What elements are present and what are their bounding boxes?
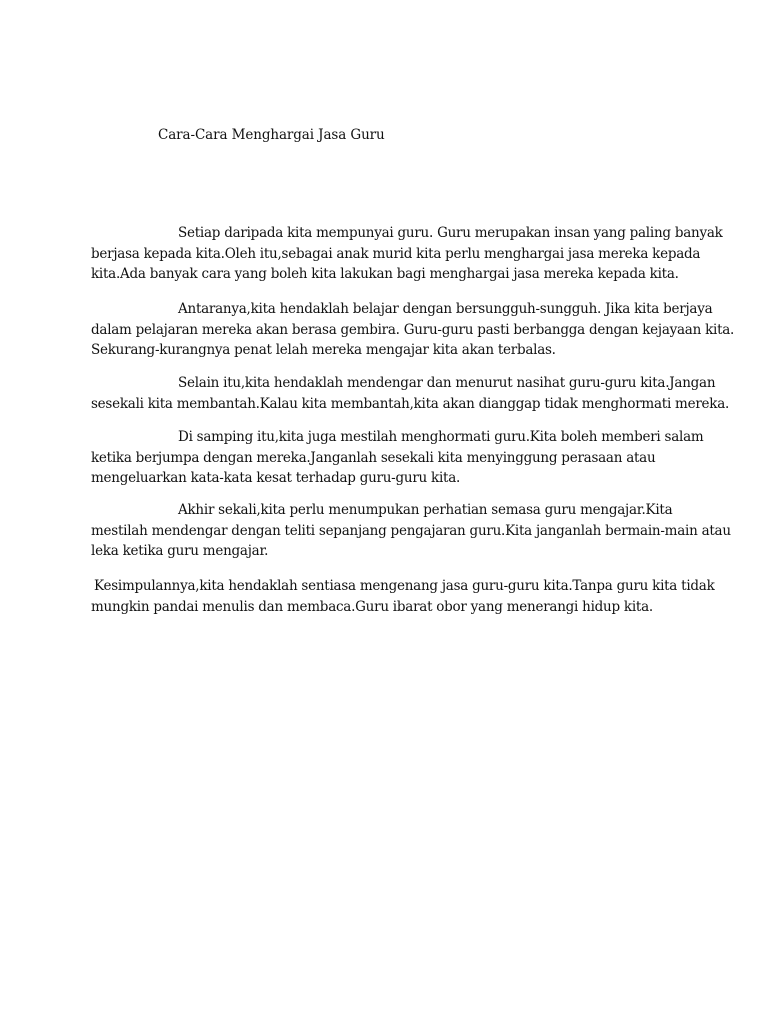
paragraph-line: ketika berjumpa dengan mereka.Janganlah sesekali kita menyinggung perasaan atau bbox=[91, 449, 656, 466]
paragraph-line: kita.Ada banyak cara yang boleh kita lakukan bagi menghargai jasa mereka kepada kita. bbox=[91, 266, 679, 282]
paragraph-line: Setiap daripada kita mempunyai guru. Guru merupakan insan yang paling banyak bbox=[178, 225, 723, 241]
paragraph-line: leka ketika guru mengajar. bbox=[91, 543, 269, 559]
paragraph-line: sesekali kita membantah.Kalau kita membantah,kita akan dianggap tidak menghormati mereka. bbox=[91, 395, 730, 412]
paragraph-line: berjasa kepada kita.Oleh itu,sebagai anak murid kita perlu menghargai jasa mereka kepada bbox=[91, 245, 701, 262]
paragraph-line: Kesimpulannya,kita hendaklah sentiasa mengenang jasa guru-guru kita.Tanpa guru kita tidak bbox=[94, 578, 715, 594]
paragraph-1 bbox=[91, 223, 723, 285]
paragraph-2 bbox=[91, 299, 735, 361]
paragraph-line: mestilah mendengar dengan teliti sepanjang pengajaran guru.Kita janganlah bermain-main atau bbox=[91, 522, 731, 539]
paragraph-line: Selain itu,kita hendaklah mendengar dan menurut nasihat guru-guru kita.Jangan bbox=[178, 375, 716, 391]
paragraph-line: mengeluarkan kata-kata kesat terhadap guru-guru kita. bbox=[91, 470, 461, 486]
paragraph-line: Di samping itu,kita juga mestilah menghormati guru.Kita boleh memberi salam bbox=[178, 429, 704, 445]
paragraph-4 bbox=[91, 427, 704, 489]
paragraph-line: dalam pelajaran mereka akan berasa gembira. Guru-guru pasti berbangga dengan kejayaan kita. bbox=[91, 321, 735, 338]
paragraph-5 bbox=[91, 500, 731, 562]
paragraph-line: Sekurang-kurangnya penat lelah mereka mengajar kita akan terbalas. bbox=[91, 342, 556, 358]
paragraph-6 bbox=[91, 576, 715, 617]
document-title: Cara-Cara Menghargai Jasa Guru bbox=[158, 127, 385, 143]
paragraph-line: mungkin pandai menulis dan membaca.Guru ibarat obor yang menerangi hidup kita. bbox=[91, 598, 653, 615]
paragraph-line: Akhir sekali,kita perlu menumpukan perhatian semasa guru mengajar.Kita bbox=[178, 502, 673, 518]
paragraph-line: Antaranya,kita hendaklah belajar dengan bersungguh-sungguh. Jika kita berjaya bbox=[178, 301, 713, 317]
paragraph-3 bbox=[91, 373, 730, 414]
